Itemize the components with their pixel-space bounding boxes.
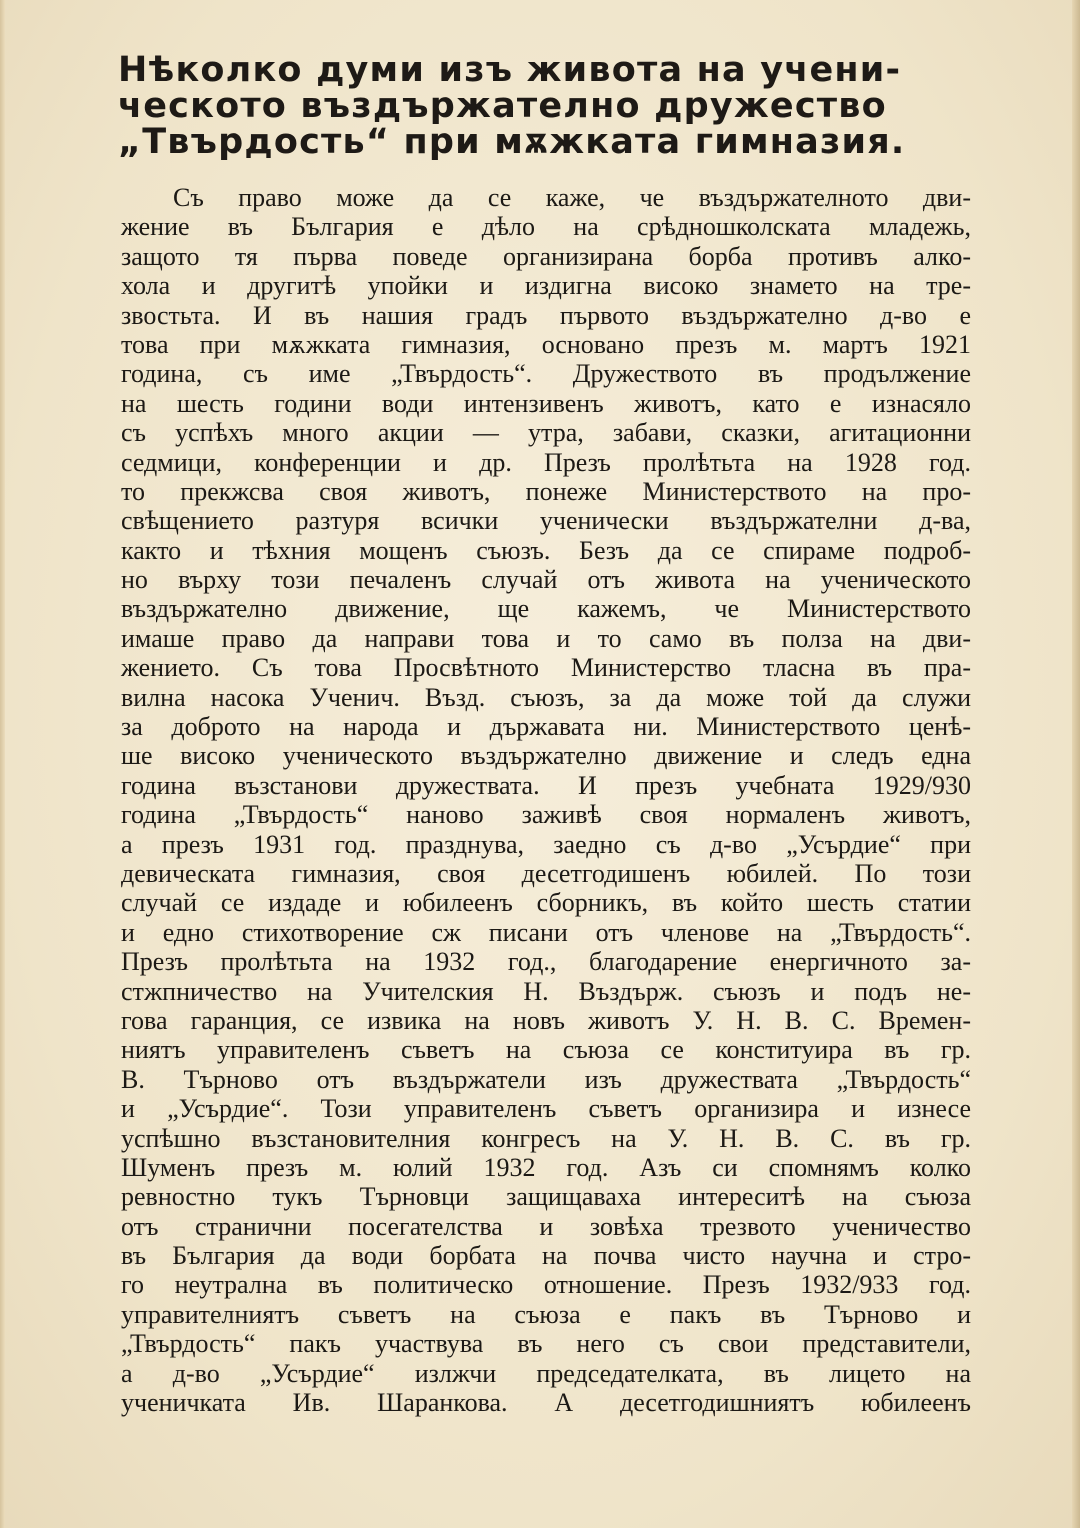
body-line: година „Твърдость“ наново заживѣ своя нормаленъ животъ, [121,800,971,830]
body-line: жение въ България е дѣло на срѣдношколската младежь, [121,212,971,242]
article-body [121,183,971,1417]
page-left-edge [0,0,5,1528]
body-line: Презъ пролѣтьта на 1932 год., благодарение енергичното за- [121,947,971,977]
body-line: и „Усърдие“. Този управителенъ съветъ организира и изнесе [121,1094,971,1124]
body-line: съ успѣхъ много акции — утра, забави, сказки, агитационни [121,418,971,448]
body-line: гова гаранция, се извика на новъ животъ У. Н. В. С. Времен- [121,1005,971,1035]
body-line: ревностно тукъ Търновци защищаваха интереситѣ на съюза [121,1182,971,1212]
heading-line: ческото въздържателно дружество [118,86,887,126]
body-line: вилна насока Ученич. Възд. съюзъ, за да може той да служи [121,682,971,712]
body-line: В. Търново отъ въздържатели изъ дружествата „Твърдость“ [121,1064,971,1094]
body-line: защото тя първа поведе организирана борба противъ алко- [121,241,971,271]
body-line: отъ странични посегателства и зовѣха трезвото ученичество [121,1211,971,1241]
body-line: това при мѫжката гимназия, основано презъ м. мартъ 1921 [121,329,971,359]
body-line: имаше право да направи това и то само въ полза на дви- [121,623,971,653]
body-line: Съ право може да се каже, че въздържателното дви- [173,183,971,212]
heading-line: Нѣколко думи изъ живота на учени- [118,50,902,90]
body-line: ше високо ученическото въздържателно движение и следъ една [121,741,971,771]
body-line: ученичката Ив. Шаранкова. А десетгодишниятъ юбилеенъ [121,1388,971,1418]
body-line: свѣщението разтуря всички ученически въздържателни д-ва, [121,506,971,536]
body-line: звостьта. И въ нашия градъ първото въздържателно д-во е [121,300,971,330]
body-line: ниятъ управителенъ съветъ на съюза се конституира въ гр. [121,1035,971,1065]
body-line: Шуменъ презъ м. юлий 1932 год. Азъ си спомнямъ колко [121,1152,971,1182]
body-line: въздържателно движение, ще кажемъ, че Министерството [121,594,971,624]
body-line: но върху този печаленъ случай отъ живота на ученическото [121,565,971,595]
body-line: „Твърдость“ пакъ участвува въ него съ свои представители, [121,1329,971,1359]
body-line: успѣшно възстановителния конгресъ на У. Н. В. С. въ гр. [121,1123,971,1153]
body-line: година, съ име „Твърдость“. Дружеството въ продължение [121,359,971,389]
body-line: жението. Съ това Просвѣтното Министерство тласна въ пра- [121,653,971,683]
article-heading [118,52,978,160]
body-line: то прекжсва своя животъ, понеже Министерството на про- [121,476,971,506]
body-line: хола и другитѣ упойки и издигна високо знамето на тре- [121,271,971,301]
body-line: въ България да води борбата на почва чисто научна и стро- [121,1241,971,1271]
body-line: девическата гимназия, своя десетгодишенъ юбилей. По този [121,858,971,888]
body-line: година възстанови дружествата. И презъ учебната 1929/930 [121,770,971,800]
body-line: и едно стихотворение сж писани отъ членове на „Твърдость“. [121,917,971,947]
body-line: на шесть години води интензивенъ животъ, като е изнасяло [121,388,971,418]
body-line: седмици, конференции и др. Презъ пролѣтьта на 1928 год. [121,447,971,477]
body-line: а презъ 1931 год. празднува, заедно съ д-во „Усърдие“ при [121,829,971,859]
body-line: го неутрална въ политическо отношение. Презъ 1932/933 год. [121,1270,971,1300]
body-line: за доброто на народа и държавата ни. Министерството ценѣ- [121,712,971,742]
body-line: стжпничество на Учителския Н. Въздърж. съюзъ и подъ не- [121,976,971,1006]
body-line: управителниятъ съветъ на съюза е пакъ въ Търново и [121,1299,971,1329]
heading-line: „Твърдость“ при мѫжката гимназия. [118,122,906,162]
page-right-edge [1072,0,1080,1528]
body-line: случай се издаде и юбилеенъ сборникъ, въ който шесть статии [121,888,971,918]
body-line: а д-во „Усърдие“ излжчи председателката, въ лицето на [121,1358,971,1388]
body-line: както и тѣхния мощенъ съюзъ. Безъ да се спираме подроб- [121,535,971,565]
